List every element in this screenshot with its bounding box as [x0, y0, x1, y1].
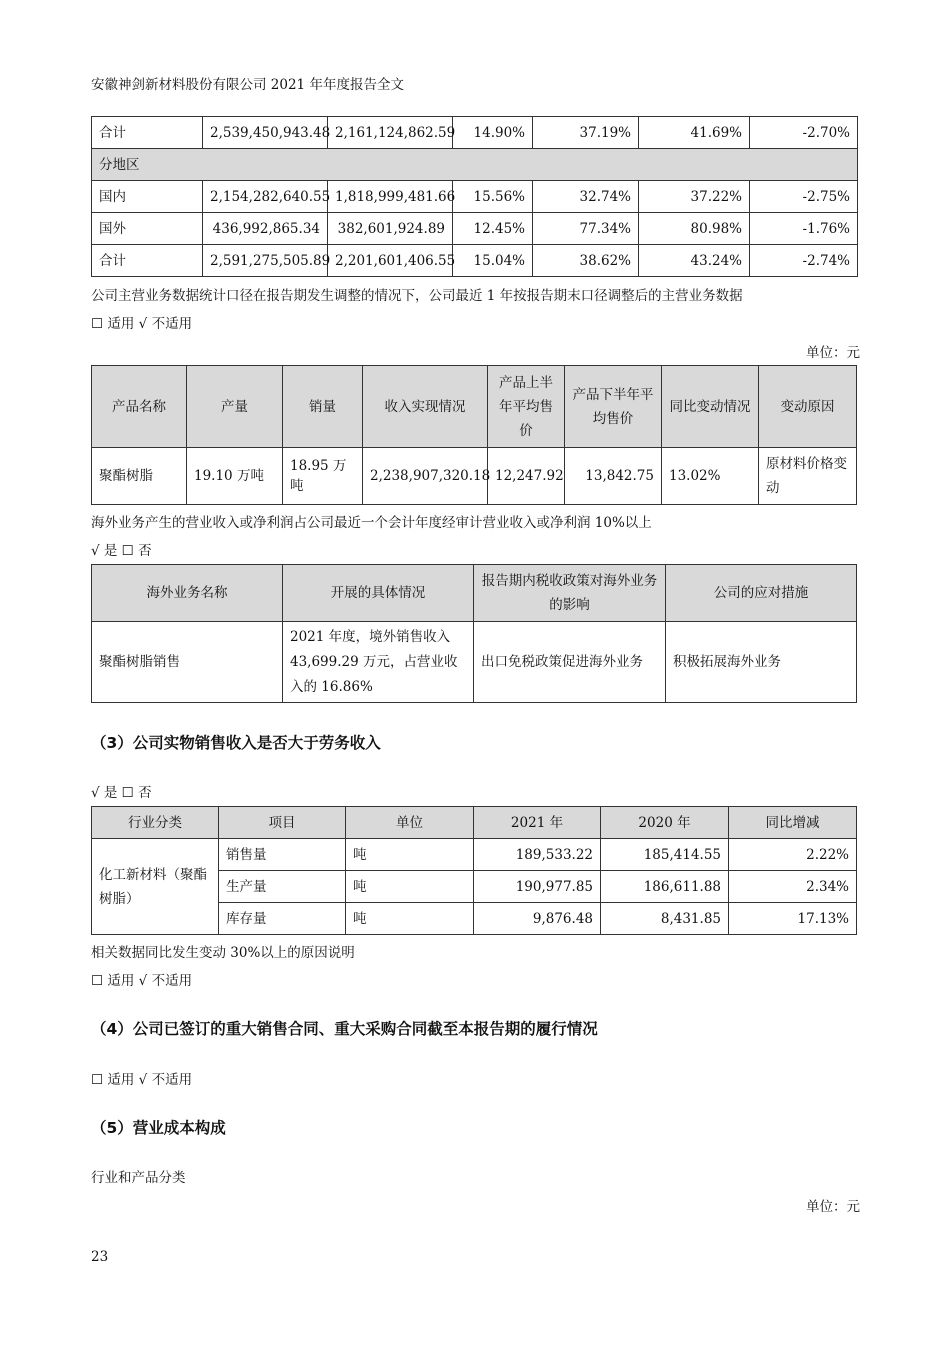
column-header: 销量	[283, 366, 363, 448]
table-cell: -2.70%	[750, 117, 858, 149]
table-cell: 186,611.88	[601, 871, 729, 903]
table-cell: 18.95 万吨	[283, 448, 363, 505]
unit-label: 单位：元	[806, 345, 860, 361]
applicability-choice: ☐ 适用 √ 不适用	[91, 1072, 193, 1088]
table-cell: 185,414.55	[601, 839, 729, 871]
table-cell: 原材料价格变动	[759, 448, 857, 505]
overseas-table	[91, 564, 857, 703]
table-cell: 15.56%	[453, 181, 533, 213]
table-row	[92, 213, 858, 245]
table-row	[92, 622, 857, 703]
category-cell: 化工新材料（聚酯树脂）	[92, 839, 219, 935]
table-cell: 销售量	[219, 839, 346, 871]
section-heading: （5）营业成本构成	[91, 1119, 226, 1137]
section-heading: （3）公司实物销售收入是否大于劳务收入	[91, 734, 381, 752]
column-header: 产品下半年平均售价	[565, 366, 662, 448]
table-cell: 436,992,865.34	[203, 213, 328, 245]
table-cell: 32.74%	[533, 181, 639, 213]
table-cell: 12.45%	[453, 213, 533, 245]
table-cell: 1,818,999,481.66	[328, 181, 453, 213]
subsection-label: 行业和产品分类	[91, 1170, 186, 1186]
table-cell: 13,842.75	[565, 448, 662, 505]
page-number: 23	[91, 1249, 109, 1265]
unit-label: 单位：元	[806, 1199, 860, 1215]
table-row	[92, 839, 857, 871]
yes-no-choice: √ 是 ☐ 否	[91, 785, 152, 801]
section-label: 分地区	[92, 149, 858, 181]
column-header: 2021 年	[474, 807, 601, 839]
product-table	[91, 365, 857, 505]
table-cell: 189,533.22	[474, 839, 601, 871]
note-text: 海外业务产生的营业收入或净利润占公司最近一个会计年度经审计营业收入或净利润 10%以上	[91, 515, 652, 531]
sales-volume-table	[91, 806, 857, 935]
table-cell: 2,539,450,943.48	[203, 117, 328, 149]
revenue-table	[91, 116, 858, 277]
table-cell: 37.22%	[639, 181, 750, 213]
column-header: 开展的具体情况	[283, 565, 474, 622]
table-cell: 37.19%	[533, 117, 639, 149]
table-cell: 19.10 万吨	[187, 448, 283, 505]
table-cell: 2,591,275,505.89	[203, 245, 328, 277]
table-cell: 积极拓展海外业务	[666, 622, 857, 703]
table-cell: 聚酯树脂	[92, 448, 187, 505]
table-header-row	[92, 807, 857, 839]
table-cell: 2,154,282,640.55	[203, 181, 328, 213]
column-header: 收入实现情况	[363, 366, 488, 448]
page-header: 安徽神剑新材料股份有限公司 2021 年年度报告全文	[91, 77, 404, 93]
table-cell: 吨	[346, 839, 474, 871]
table-cell: 吨	[346, 871, 474, 903]
table-cell: 8,431.85	[601, 903, 729, 935]
table-cell: 生产量	[219, 871, 346, 903]
table-cell: 2.34%	[729, 871, 857, 903]
table-cell: 190,977.85	[474, 871, 601, 903]
table-cell: 2.22%	[729, 839, 857, 871]
table-cell: 吨	[346, 903, 474, 935]
table-cell: -1.76%	[750, 213, 858, 245]
column-header: 海外业务名称	[92, 565, 283, 622]
table-cell: 15.04%	[453, 245, 533, 277]
column-header: 行业分类	[92, 807, 219, 839]
table-cell: 13.02%	[662, 448, 759, 505]
table-cell: 国外	[92, 213, 203, 245]
table-cell: 9,876.48	[474, 903, 601, 935]
column-header: 2020 年	[601, 807, 729, 839]
table-cell: 38.62%	[533, 245, 639, 277]
column-header: 报告期内税收政策对海外业务的影响	[474, 565, 666, 622]
table-cell: 77.34%	[533, 213, 639, 245]
table-cell: 合计	[92, 245, 203, 277]
table-cell: -2.75%	[750, 181, 858, 213]
table-row	[92, 245, 858, 277]
table-cell: 12,247.92	[488, 448, 565, 505]
applicability-choice: ☐ 适用 √ 不适用	[91, 316, 193, 332]
table-cell: 出口免税政策促进海外业务	[474, 622, 666, 703]
table-row	[92, 117, 858, 149]
column-header: 同比变动情况	[662, 366, 759, 448]
table-cell: 国内	[92, 181, 203, 213]
table-cell: 2,201,601,406.55	[328, 245, 453, 277]
column-header: 单位	[346, 807, 474, 839]
table-cell: 382,601,924.89	[328, 213, 453, 245]
table-cell: 80.98%	[639, 213, 750, 245]
table-cell: 聚酯树脂销售	[92, 622, 283, 703]
table-cell: -2.74%	[750, 245, 858, 277]
column-header: 产品名称	[92, 366, 187, 448]
table-cell: 17.13%	[729, 903, 857, 935]
table-cell: 2,238,907,320.18	[363, 448, 488, 505]
note-text: 公司主营业务数据统计口径在报告期发生调整的情况下，公司最近 1 年按报告期末口径调整后的主营业务数据	[91, 288, 743, 304]
section-row	[92, 149, 858, 181]
table-row	[92, 448, 857, 505]
column-header: 产量	[187, 366, 283, 448]
column-header: 同比增减	[729, 807, 857, 839]
column-header: 变动原因	[759, 366, 857, 448]
table-cell: 库存量	[219, 903, 346, 935]
table-header-row	[92, 366, 857, 448]
applicability-choice: ☐ 适用 √ 不适用	[91, 973, 193, 989]
column-header: 项目	[219, 807, 346, 839]
table-cell: 2021 年度，境外销售收入 43,699.29 万元，占营业收入的 16.86%	[283, 622, 474, 703]
yes-no-choice: √ 是 ☐ 否	[91, 543, 152, 559]
table-row	[92, 181, 858, 213]
table-cell: 14.90%	[453, 117, 533, 149]
table-cell: 合计	[92, 117, 203, 149]
note-text: 相关数据同比发生变动 30%以上的原因说明	[91, 945, 355, 961]
table-header-row	[92, 565, 857, 622]
section-heading: （4）公司已签订的重大销售合同、重大采购合同截至本报告期的履行情况	[91, 1020, 598, 1038]
column-header: 产品上半年平均售价	[488, 366, 565, 448]
table-cell: 41.69%	[639, 117, 750, 149]
column-header: 公司的应对措施	[666, 565, 857, 622]
table-cell: 2,161,124,862.59	[328, 117, 453, 149]
table-cell: 43.24%	[639, 245, 750, 277]
